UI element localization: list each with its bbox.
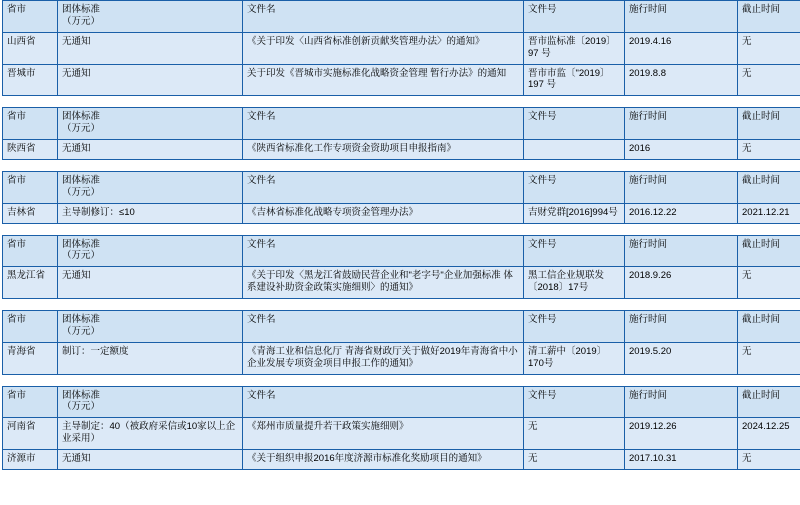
cell-effective-date: 2019.12.26 (625, 418, 738, 450)
column-header-group-standard (58, 311, 243, 343)
table-row (3, 140, 800, 160)
cell-doc-name: 《关于印发〈黑龙江省鼓励民营企业和"老字号"企业加强标准 体系建设补助资金政策实施细则〉的通知》 (243, 267, 524, 299)
column-header-doc-number: 文件号 (524, 311, 625, 343)
table-header-row (3, 311, 800, 343)
cell-group-standard: 无通知 (58, 267, 243, 299)
cell-expiry-date: 无 (738, 32, 800, 64)
cell-doc-number: 晋市市监〔"2019〕197 号 (524, 64, 625, 96)
cell-province-city: 陕西省 (3, 140, 58, 160)
cell-province-city: 黑龙江省 (3, 267, 58, 299)
column-header-effective-date: 施行时间 (625, 108, 738, 140)
cell-doc-number: 清工薪中〔2019〕170号 (524, 342, 625, 374)
column-header-doc-number: 文件号 (524, 171, 625, 203)
cell-doc-name: 《郑州市质量提升若干政策实施细则》 (243, 418, 524, 450)
cell-group-standard: 主导制定：40（被政府采信或10家以上企业采用） (58, 418, 243, 450)
cell-group-standard: 主导制修订：≤10 (58, 203, 243, 223)
spacer (2, 160, 798, 171)
cell-doc-name: 《关于组织申报2016年度济源市标准化奖励项目的通知》 (243, 450, 524, 470)
table-row (3, 64, 800, 96)
column-header-group-standard (58, 235, 243, 267)
table-header-row (3, 235, 800, 267)
cell-expiry-date: 无 (738, 64, 800, 96)
column-header-expiry-date: 截止时间 (738, 235, 800, 267)
column-header-doc-name: 文件名 (243, 108, 524, 140)
column-header-expiry-date: 截止时间 (738, 386, 800, 418)
block-spacer-1 (2, 96, 798, 107)
column-header-doc-number: 文件号 (524, 235, 625, 267)
cell-expiry-date: 无 (738, 140, 800, 160)
column-header-doc-name: 文件名 (243, 235, 524, 267)
cell-doc-name: 《关于印发〈山西省标准创新贡献奖管理办法〉的通知》 (243, 32, 524, 64)
cell-doc-number: 晋市监标准〔2019〕97 号 (524, 32, 625, 64)
column-header-doc-name: 文件名 (243, 1, 524, 33)
group-standard-label-line2: （万元） (62, 401, 101, 413)
column-header-doc-number: 文件号 (524, 386, 625, 418)
group-standard-label-line2: （万元） (62, 186, 101, 198)
cell-expiry-date: 2024.12.25 (738, 418, 800, 450)
group-standard-label-line2: （万元） (62, 325, 101, 337)
table-header-row (3, 386, 800, 418)
cell-province-city: 吉林省 (3, 203, 58, 223)
column-header-province-city: 省市 (3, 235, 58, 267)
cell-province-city: 山西省 (3, 32, 58, 64)
standards-table-block-2 (2, 107, 800, 160)
cell-group-standard: 无通知 (58, 140, 243, 160)
column-header-group-standard (58, 1, 243, 33)
table-row (3, 450, 800, 470)
column-header-expiry-date: 截止时间 (738, 108, 800, 140)
table-header-row (3, 108, 800, 140)
cell-doc-number: 吉财党群[2016]994号 (524, 203, 625, 223)
standards-table-block-3 (2, 171, 800, 224)
group-standard-label-line1: 团体标准 (62, 111, 101, 123)
standards-table-block-6 (2, 386, 800, 470)
column-header-doc-number: 文件号 (524, 108, 625, 140)
table-row (3, 342, 800, 374)
cell-effective-date: 2017.10.31 (625, 450, 738, 470)
cell-doc-number: 无 (524, 450, 625, 470)
column-header-doc-number: 文件号 (524, 1, 625, 33)
spacer (2, 299, 798, 310)
standards-table-block-1 (2, 0, 800, 96)
table-row (3, 32, 800, 64)
group-standard-label-line1: 团体标准 (62, 389, 101, 401)
cell-expiry-date: 无 (738, 450, 800, 470)
group-standard-label-line1: 团体标准 (62, 4, 101, 15)
cell-effective-date: 2016.12.22 (625, 203, 738, 223)
group-standard-label-line2: （万元） (62, 123, 101, 135)
cell-province-city: 济源市 (3, 450, 58, 470)
column-header-group-standard (58, 171, 243, 203)
cell-group-standard: 无通知 (58, 450, 243, 470)
column-header-expiry-date: 截止时间 (738, 311, 800, 343)
group-standard-label-line2: （万元） (62, 15, 101, 27)
cell-doc-name: 《青海工业和信息化厅 青海省财政厅关于做好2019年青海省中小企业发展专项资金项目申报工作的通知》 (243, 342, 524, 374)
column-header-doc-name: 文件名 (243, 171, 524, 203)
cell-province-city: 河南省 (3, 418, 58, 450)
cell-effective-date: 2018.9.26 (625, 267, 738, 299)
column-header-effective-date: 施行时间 (625, 1, 738, 33)
cell-expiry-date: 无 (738, 267, 800, 299)
cell-expiry-date: 2021.12.21 (738, 203, 800, 223)
spacer (2, 96, 798, 107)
cell-doc-number: 黑工信企业规联发〔2018〕17号 (524, 267, 625, 299)
group-standard-label-line2: （万元） (62, 250, 101, 262)
spacer (2, 224, 798, 235)
column-header-doc-name: 文件名 (243, 311, 524, 343)
cell-province-city: 晋城市 (3, 64, 58, 96)
cell-group-standard: 无通知 (58, 32, 243, 64)
table-header-row (3, 171, 800, 203)
column-header-province-city: 省市 (3, 386, 58, 418)
standards-table-block-5 (2, 310, 800, 375)
column-header-group-standard (58, 386, 243, 418)
cell-province-city: 青海省 (3, 342, 58, 374)
column-header-effective-date: 施行时间 (625, 171, 738, 203)
cell-effective-date: 2019.4.16 (625, 32, 738, 64)
table-row (3, 267, 800, 299)
cell-effective-date: 2019.8.8 (625, 64, 738, 96)
cell-doc-name: 关于印发《晋城市实施标准化战略资金管理 暂行办法》的通知 (243, 64, 524, 96)
cell-expiry-date: 无 (738, 342, 800, 374)
column-header-group-standard (58, 108, 243, 140)
standards-table-block-4 (2, 235, 800, 300)
group-standard-label-line1: 团体标准 (62, 174, 101, 186)
table-header-row (3, 1, 800, 33)
block-spacer-3 (2, 224, 798, 235)
cell-doc-name: 《陕西省标准化工作专项资金资助项目申报指南》 (243, 140, 524, 160)
cell-group-standard: 制订：一定额度 (58, 342, 243, 374)
column-header-doc-name: 文件名 (243, 386, 524, 418)
group-standard-label-line1: 团体标准 (62, 314, 101, 325)
block-spacer-4 (2, 299, 798, 310)
block-spacer-5 (2, 375, 798, 386)
column-header-province-city: 省市 (3, 1, 58, 33)
cell-doc-number (524, 140, 625, 160)
column-header-effective-date: 施行时间 (625, 235, 738, 267)
spacer (2, 375, 798, 386)
column-header-province-city: 省市 (3, 108, 58, 140)
cell-effective-date: 2019.5.20 (625, 342, 738, 374)
column-header-expiry-date: 截止时间 (738, 1, 800, 33)
cell-group-standard: 无通知 (58, 64, 243, 96)
table-row (3, 418, 800, 450)
cell-doc-name: 《吉林省标准化战略专项资金管理办法》 (243, 203, 524, 223)
column-header-effective-date: 施行时间 (625, 386, 738, 418)
cell-doc-number: 无 (524, 418, 625, 450)
block-spacer-2 (2, 160, 798, 171)
table-row (3, 203, 800, 223)
column-header-expiry-date: 截止时间 (738, 171, 800, 203)
column-header-effective-date: 施行时间 (625, 311, 738, 343)
cell-effective-date: 2016 (625, 140, 738, 160)
group-standard-label-line1: 团体标准 (62, 238, 101, 250)
column-header-province-city: 省市 (3, 171, 58, 203)
column-header-province-city: 省市 (3, 311, 58, 343)
